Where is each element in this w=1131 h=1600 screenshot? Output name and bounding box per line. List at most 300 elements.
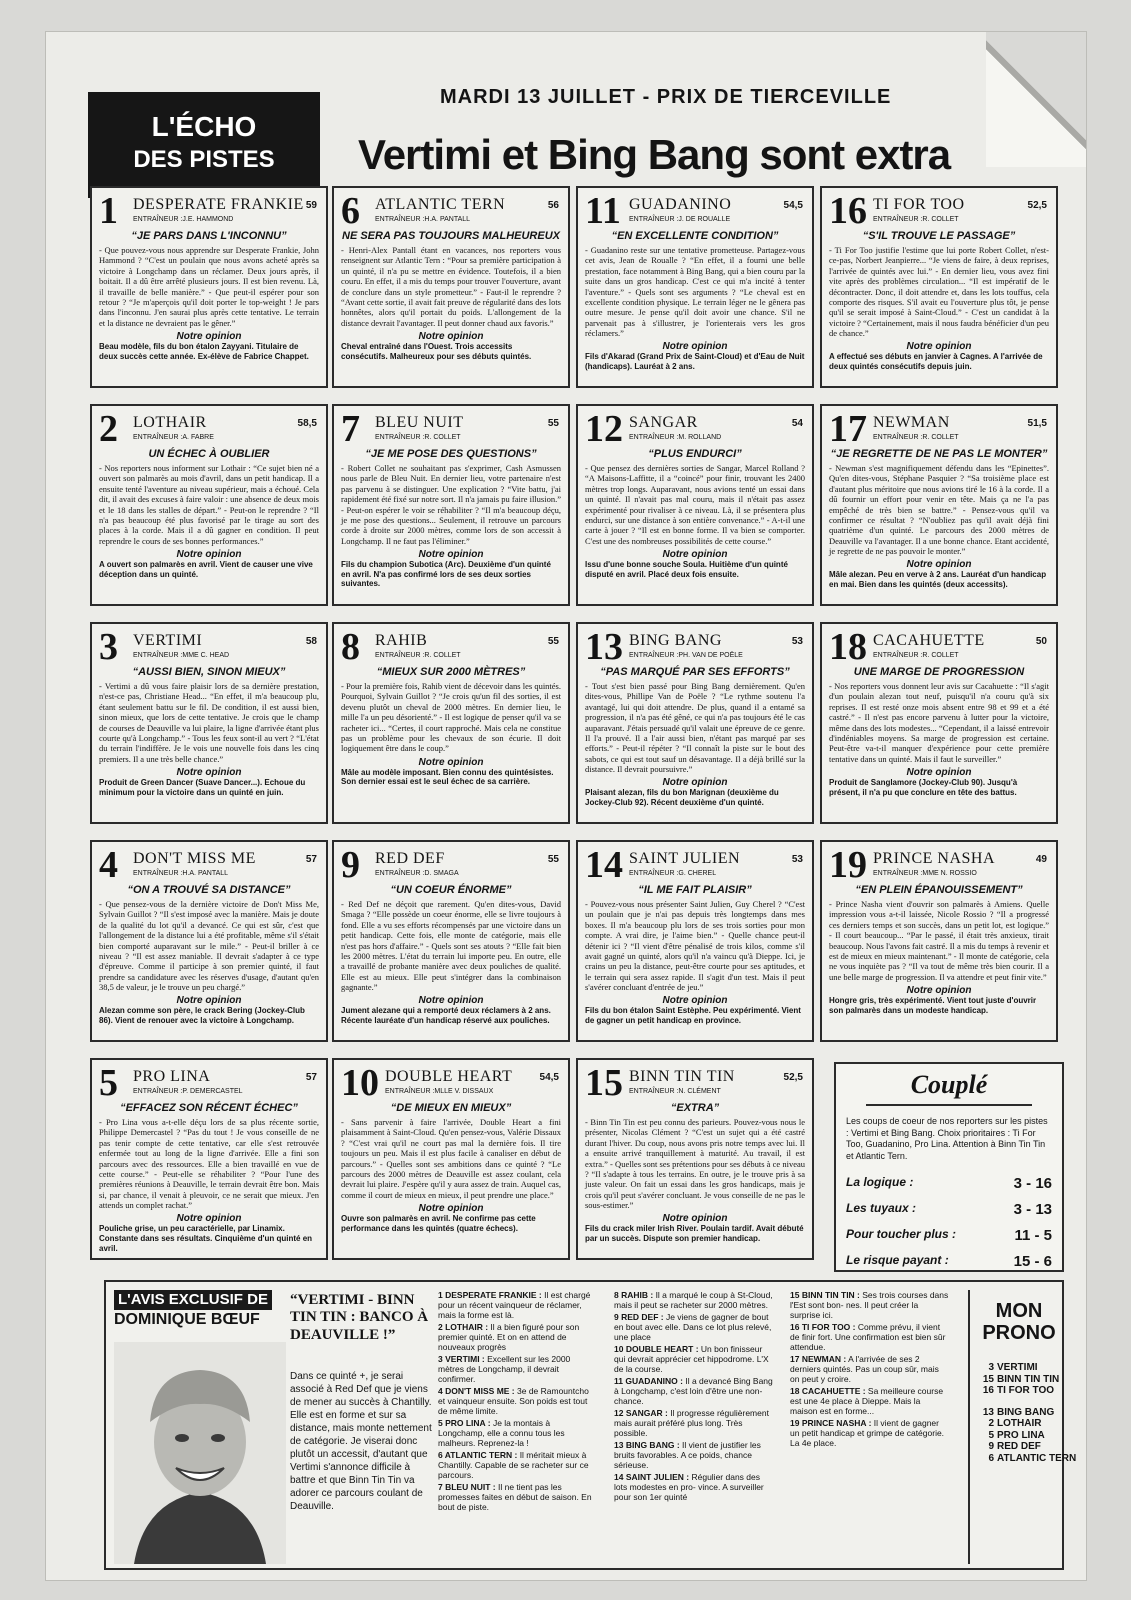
avis-text: Dans ce quinté +, je serai associé à Red Def que je viens de mener au succès à Chantilly. Elle est en forme et sur sa distance, mais monte nettement de catégorie. Je viserai donc plutôt un accessit, d'autant que Vertimi s'annonce difficile à battre et que Binn Tin Tin va adorer ce parcours coulant de Deauville. [290, 1371, 432, 1512]
card-header [585, 190, 805, 232]
section-title-line2: DES PISTES [133, 146, 275, 174]
horse-trainer: ENTRAÎNEUR :MLLE V. DISSAUX [385, 1088, 494, 1095]
comment-item [790, 1418, 950, 1448]
interview-text: - Nos reporters nous informent sur Lothair : “Ce sujet bien né a ouvert son palmarès au mois d'avril, dans un petit handicap. Il a ensuite tenté l'aventure au niveau supérieur, mais a échoué. Cela dit, il avait des excuses à faire valoir : une absence de deux mois et le 18 dans les stalles de départ.” - Peut-on le reprendre ? “Il n'a pas beaucoup été plus favorisé par le tirage au sort des places à la corde. Mais il a dû gagner en condition. Il peut reprendre le cours de ses bonnes performances.” [99, 463, 319, 546]
comment-text: Il vient de justifier les bruits favorables. A ce poids, chance sérieuse. [614, 1440, 761, 1471]
opinion-text: Issu d'une bonne souche Soula. Huitième d'un quinté disputé en avril. Placé deux fois ensuite. [585, 559, 788, 579]
horse-number: 19 [829, 844, 867, 886]
card-header [829, 408, 1049, 450]
horse-name: RAHIB [375, 632, 428, 649]
prono-number: 3 [988, 1362, 994, 1373]
prono-item [978, 1441, 1060, 1453]
prono-horse: BINN TIN TIN [997, 1373, 1060, 1385]
horse-card [332, 1058, 570, 1260]
prono-horse: LOTHAIR [997, 1418, 1042, 1429]
couple-row-value: 15 - 6 [1013, 1252, 1052, 1270]
horse-number: 1 [99, 190, 118, 232]
prono-number: 13 [982, 1406, 994, 1418]
horse-card [90, 622, 328, 824]
opinion-text: Pouliche grise, un peu caractérielle, par Linamix. Constante dans ses résultats. Cinquième d'un quinté en avril. [99, 1224, 313, 1253]
horse-name: PRINCE NASHA [873, 850, 996, 867]
opinion-label: Notre opinion [176, 766, 242, 778]
horse-trainer: ENTRAÎNEUR :H.A. PANTALL [375, 216, 471, 223]
comment-horse: 17 NEWMAN : [790, 1354, 847, 1365]
opinion-text: Beau modèle, fils du bon étalon Zayyani. Titulaire de deux succès cette année. Ex-élève de Fabrice Chappet. [99, 341, 309, 361]
horse-trainer: ENTRAÎNEUR :M. ROLLAND [629, 434, 722, 441]
interview-text: - Red Def ne déçoit que rarement. Qu'en dites-vous, David Smaga ? “Elle possède un coeur énorme, elle se livre toujours à fond. Elle a vu ses efforts récompensés par une victoire dans un petit handicap. Cette fois, elle monte de catégorie, mais elle n'est pas hors d'affaire.” - Quels sont ses atouts ? “Elle fait bien les 2000 mètres. L'état du terrain lui importe peu. En outre, elle a travaillé de probante manière avec deux pouliches de qualité. Elle est au mieux. Elle peut s'intégrer dans la combinaison gagnante.” [341, 899, 561, 992]
opinion-text: Mâle au modèle imposant. Bien connu des quintésistes. Son dernier essai est le seul échec de sa carrière. [341, 767, 554, 787]
horse-name: PRO LINA [133, 1068, 211, 1085]
horse-trainer: ENTRAÎNEUR :N. CLÉMENT [629, 1088, 721, 1095]
opinion-text: Fils d'Akarad (Grand Prix de Saint-Cloud) et d'Eau de Nuit (handicaps). Lauréat à 2 ans. [585, 352, 805, 371]
interview-text: - Tout s'est bien passé pour Bing Bang dernièrement. Qu'en dites-vous, Phillipe Van de Poële ? “Le rythme soutenu l'a avantagé, lui qui doit attendre. De plus, quand il a entamé sa progression, il n'a pas été gêné, ce qui n'a pas toujours été le cas auparavant. J'étais persuadé qu'il valait une épreuve de ce genre. Il l'a prouvé. Il a l'air aussi bien, n'étant pas marqué par ses efforts.” - Peut-il répéter ? “Il connaît la piste sur le bout des sabots, ce qui est tout sauf un désavantage. Il a déjà brillé sur la distance. Il devrait poursuivre.” [585, 681, 805, 774]
comment-item [438, 1418, 598, 1448]
mon-prono [968, 1290, 1077, 1564]
couple-row-label: Le risque payant : [846, 1252, 949, 1267]
comment-item [438, 1322, 598, 1352]
horse-name: SANGAR [629, 414, 698, 431]
couple-row-value: 3 - 16 [1013, 1174, 1052, 1192]
couple-row [846, 1175, 1052, 1192]
avis-title: “VERTIMI - BINN TIN TIN : BANCO À DEAUVILLE !” [290, 1292, 429, 1343]
opinion-text: Plaisant alezan, fils du bon Marignan (deuxième du Jockey-Club 92). Récent deuxième d'un quinté. [585, 788, 779, 807]
comment-horse: 9 RED DEF : [614, 1312, 664, 1323]
interview-text: - Ti For Too justifie l'estime que lui porte Robert Collet, n'est-ce-pas, Norbert Jeanpierre... “Je viens de faire, à deux reprises, l'arrivée de quintés avec lui.” - En dernier lieu, vous avez fini vite après des problèmes circulation... “Il est impératif de le décontracter. Donc, il doit attendre et, dans les lots touffus, cela comporte des risques. S'il avait eu l'ouverture plus tôt, je pense qu'il se serait imposé à Saint-Cloud.” - C'est un candidat à la victoire ? “Certainement, mais il nous faudra bénéficier d'un peu de chance.” [829, 245, 1049, 338]
comment-text: A l'arrivée de ses 2 derniers quintés. Pas un coup sûr, mais on peut y croire. [790, 1354, 939, 1385]
horse-card [90, 186, 328, 388]
comment-horse: 10 DOUBLE HEART : [614, 1344, 699, 1355]
comment-text: Régulier dans des lots modestes en pro- vince. A surveiller pour son 1er quinté [614, 1472, 764, 1503]
horse-weight: 50 [1035, 636, 1047, 647]
opinion-label: Notre opinion [418, 995, 484, 1007]
jockey-portrait [114, 1342, 286, 1564]
interview-text: - Que pensez des dernières sorties de Sangar, Marcel Rolland ? “A Maisons-Laffitte, il a “coincé” pour finir, trouvant les 2400 mètres trop longs. Auparavant, nous avions tenté un essai dans un quinté. Il n'avait pas mal couru, mais il n'était pas assez expérimenté pour rivaliser à ce niveau. Là, il se présentera plus endurci, sur une distance à son entière convenance.” - A-t-il une carte à jouer ? “Il est en bonne forme. Il va bien se comporter. C'est une des nombreuses possibilités de cette course.” [585, 463, 805, 546]
opinion-text: Alezan comme son père, le crack Bering (Jockey-Club 86). Vient de renouer avec la victoire à Longchamp. [99, 1006, 305, 1025]
horse-trainer: ENTRAÎNEUR :R. COLLET [375, 652, 461, 659]
prono-title-line2: PRONO [982, 1322, 1056, 1344]
comment-text: Il ne tient pas les promesses faites en début de saison. En bout de piste. [438, 1482, 592, 1513]
horse-weight: 54 [791, 418, 803, 429]
interview-quote: “JE ME POSE DES QUESTIONS” [365, 448, 537, 460]
comment-horse: 19 PRINCE NASHA : [790, 1418, 872, 1429]
interview-text: - Que pouvez-vous nous apprendre sur Desperate Frankie, John Hammond ? “C'est un poulain que nous avons acheté après sa victoire à Longchamp dans un réclamer. Deux jours après, il boitait. Il a dû être arrêté plusieurs jours. Il est bien revenu. Là, il travaille de belle manière.” - Que peut-il espérer pour son retour ? “Je m'aperçois qu'il doit porter le top-weight ! Je pars dans l'inconnu. J'en saurai plus après cette tentative. Le terrain et la distance ne devraient pas le gêner.” [99, 245, 319, 328]
opinion-text: A effectué ses débuts en janvier à Cagnes. A l'arrivée de deux quintés consécutifs depuis juin. [829, 352, 1043, 371]
opinion-label: Notre opinion [418, 548, 484, 560]
comment-item [614, 1376, 774, 1406]
comment-horse: 16 TI FOR TOO : [790, 1322, 856, 1333]
comment-item [438, 1290, 598, 1320]
prono-number: 16 [982, 1385, 994, 1396]
opinion-text: Produit de Green Dancer (Suave Dancer...). Echoue du minimum pour la victoire dans un quinté en juin. [99, 777, 306, 797]
card-header [99, 1062, 319, 1104]
prono-item [978, 1362, 1060, 1374]
opinion-label: Notre opinion [662, 341, 728, 353]
comment-item [614, 1344, 774, 1374]
interview-quote: “PLUS ENDURCI” [648, 448, 742, 460]
horse-trainer: ENTRAÎNEUR :J.E. HAMMOND [133, 216, 234, 223]
horse-weight: 49 [1035, 854, 1047, 865]
opinion-label: Notre opinion [418, 330, 484, 342]
horse-card [820, 840, 1058, 1042]
interview-quote: NE SERA PAS TOUJOURS MALHEUREUX [342, 230, 560, 242]
horse-number: 7 [341, 408, 360, 450]
horse-weight: 53 [791, 854, 803, 865]
prono-item [978, 1430, 1060, 1442]
opinion-text: Mâle alezan. Peu en verve à 2 ans. Lauréat d'un handicap en mai. Bien dans les quintés (deux accessits). [829, 570, 1047, 589]
interview-text: - Prince Nasha vient d'ouvrir son palmarès à Amiens. Quelle impression vous a-t-il laissée, Nicole Rossio ? “Il a progressé ces derniers temps et son succès, dans un petit lot, est logique.” - Il court beaucoup... “Par le passé, il était très anxieux, tirait beaucoup. Nous l'avons fait castré. Il a mis du temps à revenir et est de mieux en mieux maintenant.” - Il monte de catégorie, cela ne vous inquiète pas ? “Il va tout de même très bien courir. Il a une belle marge de progression. Il va attendre et peut finir vite.” [829, 899, 1049, 982]
comment-item [438, 1386, 598, 1416]
comment-text: Il a bien figuré pour son premier quinté. Et on en attend de nouveaux progrès [438, 1322, 580, 1353]
card-header [341, 844, 561, 886]
opinion-text: Fils du bon étalon Saint Estèphe. Peu expérimenté. Vient de gagner un petit handicap en province. [585, 1006, 801, 1025]
horse-trainer: ENTRAÎNEUR :P. DEMERCASTEL [133, 1088, 243, 1095]
horse-card [332, 404, 570, 606]
opinion-label: Notre opinion [662, 1213, 728, 1225]
opinion-label: Notre opinion [906, 559, 972, 571]
card-header [99, 408, 319, 450]
couple-row-label: La logique : [846, 1174, 914, 1189]
interview-quote: “JE PARS DANS L'INCONNU” [131, 230, 287, 242]
comment-text: Sa meilleure course est une 4e place à Dieppe. Mais la maison est en forme... [790, 1386, 944, 1417]
couple-row-value: 11 - 5 [1014, 1226, 1052, 1244]
horse-card [332, 186, 570, 388]
prono-title-line1: MON [995, 1300, 1043, 1322]
horse-name: BINN TIN TIN [629, 1068, 735, 1085]
comment-item [790, 1386, 950, 1416]
opinion-label: Notre opinion [662, 995, 728, 1007]
interview-quote: UNE MARGE DE PROGRESSION [853, 666, 1025, 678]
horse-weight: 56 [547, 200, 559, 211]
interview-text: - Vertimi a dû vous faire plaisir lors de sa dernière prestation, n'est-ce pas, Christiane Head... “En effet, il m'a beaucoup plu, étant seulement battu sur le fil. De condition, il est aussi bien, sinon mieux, que lors de cette tentative. Je crois que le champ de courses de Deauville va lui plaire, la ligne d'arrivée étant plus courte qu'à Longchamp.” - Tous les feux sont-il au vert ? “L'état du terrain l'indiffère. Je le vois une nouvelle fois dans les cinq premiers. Il a une très belle chance.” [99, 681, 319, 764]
dateline: MARDI 13 JUILLET - PRIX DE TIERCEVILLE [440, 86, 892, 108]
comments-column-2 [614, 1290, 774, 1504]
horse-name: ATLANTIC TERN [375, 196, 506, 213]
horse-weight: 54,5 [783, 200, 803, 211]
horse-weight: 55 [547, 636, 559, 647]
horse-name: BLEU NUIT [375, 414, 464, 431]
card-header [585, 844, 805, 886]
opinion-label: Notre opinion [906, 766, 972, 778]
horse-weight: 57 [305, 1072, 317, 1083]
comment-text: Il est chargé pour un récent vainqueur de réclamer, mais la forme est là. [438, 1290, 591, 1321]
horse-trainer: ENTRAÎNEUR :R. COLLET [873, 434, 959, 441]
horse-card [820, 404, 1058, 606]
horse-name: DESPERATE FRANKIE [133, 196, 304, 213]
horse-trainer: ENTRAÎNEUR :J. DE ROUALLE [629, 216, 731, 223]
interview-quote: “EN EXCELLENTE CONDITION” [611, 230, 779, 242]
prono-horse: RED DEF [997, 1441, 1041, 1452]
comment-item [614, 1472, 774, 1502]
horse-trainer: ENTRAÎNEUR :PH. VAN DE POËLE [629, 652, 743, 659]
horse-card [576, 186, 814, 388]
couple-title: Couplé [866, 1070, 1032, 1106]
horse-trainer: ENTRAÎNEUR :A. FABRE [133, 434, 214, 441]
prono-number: 15 [982, 1373, 994, 1385]
interview-text: - Robert Collet ne souhaitant pas s'exprimer, Cash Asmussen nous parle de Bleu Nuit. En dernier lieu, votre partenaire n'est pas parvenu à se distinguer. Une explication ? “Vite battu, j'ai rapidement été fixé sur notre sort. Il n'a jamais pu faire illusion.” - Peut-on espérer le voir se réhabiliter ? “Il m'a beaucoup déçu, je me pose des questions... Seulement, il retrouve un parcours corde à droite sur 2000 mètres, comme lors de son accessit à Longchamp. Il ne faut pas l'éliminer.” [341, 463, 561, 546]
card-header [829, 844, 1049, 886]
card-header [341, 1062, 561, 1104]
comment-text: Excellent sur les 2000 mètres de Longchamp, il devrait confirmer. [438, 1354, 571, 1385]
horse-number: 11 [585, 190, 621, 232]
interview-quote: “PAS MARQUÉ PAR SES EFFORTS” [600, 666, 790, 678]
interview-quote: “EXTRA” [670, 1102, 720, 1114]
opinion-text: Fils du crack miler Irish River. Poulain tardif. Avait débuté par un succès. Dispute son premier handicap. [585, 1224, 804, 1243]
prono-number: 5 [988, 1429, 994, 1441]
horse-trainer: ENTRAÎNEUR :MME N. ROSSIO [873, 870, 977, 877]
comments-column-3 [790, 1290, 950, 1450]
avis-label-line2: DOMINIQUE BŒUF [114, 1310, 260, 1328]
comment-item [614, 1440, 774, 1470]
prono-item [978, 1407, 1060, 1419]
prono-title [978, 1300, 1060, 1344]
section-banner [88, 92, 320, 198]
horse-name: NEWMAN [873, 414, 950, 431]
interview-text: - Que pensez-vous de la dernière victoire de Don't Miss Me, Sylvain Guillot ? “Il s'est imposé avec la manière. Mais je doute de la qualité du lot qu'il a devancé. Ce qui est sûr, c'est que l'allongement de la distance lui a été profitable, même s'il s'était bien comporté auparavant sur le mile.” - Peut-il briller à ce niveau ? “Il est assez maniable. Il devrait s'adapter à ce type d'épreuve. Comme il participe à son premier quinté, il faut prendre sa candidature avec les réserves d'usage, d'autant qu'en 38,5 de valeur, je le trouve un peu chargé.” [99, 899, 319, 992]
opinion-label: Notre opinion [906, 984, 972, 996]
comment-item [438, 1482, 598, 1512]
horse-card [820, 622, 1058, 824]
comment-text: Il méritait mieux à Chantilly. Capable de se racheter sur ce parcours. [438, 1450, 589, 1481]
interview-text: - Newman s'est magnifiquement défendu dans les “Epinettes”. Qu'en dites-vous, Stéphane Pasquier ? “Sa troisième place est d'autant plus méritoire que nous avions tiré le 16 à la corde. Il a dû fournir un effort pour venir en tête. Mais ça ne l'a pas empêché de très bien se battre.” - Pensez-vous qu'il va confirmer ce résultat ? “N'oubliez pas qu'il avait déjà fini quatrième d'un quinté. Le parcours des 2000 mètres de Deauville va l'avantager. Il a une bonne chance. Etant accidenté, je regrette de ne pas pouvoir le monter.” [829, 463, 1049, 556]
prono-horse: BING BANG [997, 1406, 1055, 1418]
card-header [341, 408, 561, 450]
comment-horse: 5 PRO LINA : [438, 1418, 491, 1429]
horse-trainer: ENTRAÎNEUR :R. COLLET [375, 434, 461, 441]
horse-name: DON'T MISS ME [133, 850, 256, 867]
card-header [341, 190, 561, 232]
horse-number: 3 [99, 626, 118, 668]
horse-card [820, 186, 1058, 388]
prono-rest-list [978, 1406, 1077, 1465]
opinion-text: Produit de Sanglamore (Jockey-Club 90). Jusqu'à présent, il n'a pu que conclure en tête des battus. [829, 777, 1018, 797]
card-header [829, 190, 1049, 232]
horse-weight: 58,5 [297, 418, 317, 429]
opinion-label: Notre opinion [418, 1202, 484, 1214]
interview-quote: “JE REGRETTE DE NE PAS LE MONTER” [830, 448, 1048, 460]
comment-item [438, 1354, 598, 1384]
opinion-label: Notre opinion [906, 341, 972, 353]
couple-row [846, 1253, 1052, 1270]
comment-horse: 12 SANGAR : [614, 1408, 668, 1419]
prono-number: 6 [988, 1452, 994, 1464]
horse-card [90, 404, 328, 606]
couple-intro: Les coups de coeur de nos reporters sur les pistes : Vertimi et Bing Bang. Choix prioritaires : Ti For Too, Guadanino, Pro Lina. Attention à Binn Tin Tin et Atlantic Tern. [846, 1116, 1048, 1162]
horse-number: 16 [829, 190, 867, 232]
horse-trainer: ENTRAÎNEUR :D. SMAGA [375, 870, 459, 877]
prono-item [978, 1385, 1060, 1397]
comment-text: 3e de Ramountcho et vainqueur ensuite. Son poids est tout de même limite. [438, 1386, 589, 1417]
opinion-label: Notre opinion [662, 548, 728, 560]
horse-trainer: ENTRAÎNEUR :MME C. HEAD [133, 652, 230, 659]
comment-text: Comme prévu, il vient de finir fort. Une confirmation est bien sûr attendue. [790, 1322, 946, 1353]
horse-number: 15 [585, 1062, 623, 1104]
horse-weight: 58 [305, 636, 317, 647]
horse-name: SAINT JULIEN [629, 850, 741, 867]
horse-weight: 52,5 [1027, 200, 1047, 211]
horse-card [576, 840, 814, 1042]
prono-item [978, 1452, 1077, 1465]
comments-column-1 [438, 1290, 598, 1514]
comment-text: Il a marqué le coup à St-Cloud, mais il peut se racheter sur 2000 mètres. [614, 1290, 773, 1311]
interview-quote: “EFFACEZ SON RÉCENT ÉCHEC” [120, 1102, 298, 1114]
prono-horse: VERTIMI [997, 1362, 1038, 1373]
horse-card [332, 840, 570, 1042]
horse-card [90, 1058, 328, 1260]
horse-card [576, 622, 814, 824]
horse-number: 14 [585, 844, 623, 886]
horse-card [576, 404, 814, 606]
horse-name: DOUBLE HEART [385, 1068, 513, 1085]
horse-name: LOTHAIR [133, 414, 207, 431]
horse-number: 2 [99, 408, 118, 450]
comment-horse: 11 GUADANINO : [614, 1376, 683, 1387]
comment-horse: 4 DON'T MISS ME : [438, 1386, 515, 1397]
expert-section [104, 1280, 1077, 1570]
card-header [341, 626, 561, 668]
horse-name: GUADANINO [629, 196, 732, 213]
section-title-line1: L'ÉCHO [151, 111, 257, 142]
comment-horse: 6 ATLANTIC TERN : [438, 1450, 518, 1461]
prono-horse: TI FOR TOO [997, 1385, 1055, 1396]
prono-item [978, 1418, 1060, 1430]
interview-text: - Pouvez-vous nous présenter Saint Julien, Guy Cherel ? “C'est un poulain que je n'ai pas depuis très longtemps dans mes boxes. Il m'a beaucoup plu lors de ses trois sorties pour mon compte. A vrai dire, je l'aime bien.” - Quelle chance peut-il détenir ici ? “Il vient d'être pénalisé de trois kilos, comme s'il avait gagné un quinté, alors qu'il n'a vaincu qu'à Dieppe. Ici, je crains un peu la distance, peut-être courte pour ses aptitudes, et le terrain qui sera assez rapide. Il s'agit d'un test. Mais il peut s'avérer concluant d'entrée de jeu.” [585, 899, 805, 992]
couple-row-label: Pour toucher plus : [846, 1226, 957, 1241]
interview-quote: UN ÉCHEC À OUBLIER [148, 448, 270, 460]
comment-text: Je viens de gagner de bout en bout avec elle. Dans ce lot plus relevé, une place [614, 1312, 772, 1343]
horse-weight: 57 [305, 854, 317, 865]
card-header [99, 626, 319, 668]
horse-card [576, 1058, 814, 1260]
opinion-text: Cheval entraîné dans l'Ouest. Trois accessits consécutifs. Malheureux pour ses débuts quintés. [341, 341, 532, 361]
interview-quote: “DE MIEUX EN MIEUX” [390, 1102, 512, 1114]
horse-weight: 54,5 [539, 1072, 559, 1083]
opinion-label: Notre opinion [176, 330, 242, 342]
horse-number: 6 [341, 190, 360, 232]
horse-trainer: ENTRAÎNEUR :R. COLLET [873, 216, 959, 223]
horse-trainer: ENTRAÎNEUR :G. CHEREL [629, 870, 717, 877]
avis-label-line1: L'AVIS EXCLUSIF DE [114, 1290, 272, 1310]
avis-label [114, 1290, 284, 1329]
opinion-label: Notre opinion [176, 1213, 242, 1225]
comment-item [790, 1322, 950, 1352]
card-header [585, 1062, 805, 1104]
comment-item [438, 1450, 598, 1480]
comment-item [790, 1354, 950, 1384]
interview-quote: “ON A TROUVÉ SA DISTANCE” [127, 884, 291, 896]
couple-rows [846, 1175, 1052, 1270]
horse-trainer: ENTRAÎNEUR :H.A. PANTALL [133, 870, 229, 877]
horse-weight: 55 [547, 418, 559, 429]
horse-weight: 51,5 [1027, 418, 1047, 429]
opinion-label: Notre opinion [176, 995, 242, 1007]
horse-number: 13 [585, 626, 623, 668]
horse-trainer: ENTRAÎNEUR :R. COLLET [873, 652, 959, 659]
comment-item [790, 1290, 950, 1320]
horse-number: 8 [341, 626, 360, 668]
comment-text: Ses trois courses dans l'Est sont bon- nes. Il peut créer la surprise ici. [790, 1290, 949, 1321]
page-corner-fold [986, 32, 1086, 167]
prono-number: 9 [988, 1441, 994, 1452]
prono-horse: ATLANTIC TERN [997, 1452, 1077, 1464]
opinion-label: Notre opinion [418, 756, 484, 768]
interview-text: - Binn Tin Tin est peu connu des parieurs. Pouvez-vous nous le présenter, Nicolas Clément ? “C'est un sujet qui a été castré durant l'hiver. Du coup, nous avons pris notre temps avec lui. Il a ensuite arrivé tranquillement à maturité. Au travail, il est extra.” - Quelles sont ses prétentions pour ses débuts à ce niveau ? “Il s'adapte à tous les terrains. En outre, je le trouve pris à sa juste valeur. On fait un essai dans les gros handicaps, mais je crois qu'il peut s'avérer concluant. Je vous conseille de ne pas le sous-estimer.” [585, 1117, 805, 1210]
interview-text: - Guadanino reste sur une tentative prometteuse. Partagez-vous cet avis, Jean de Roualle ? “En effet, il a fourni une belle prestation, face notamment à Bing Bang, qui a bien couru par la suite dans un gros handicap. C'est ce qui m'a incité à tenter l'aventure.” - Quels sont ses arguments ? “Le cheval est en excellente condition physique. Le terrain léger ne le gênera pas outre mesure. Je pense qu'il doit avoir une chance. S'il ne parvenait pas à s'illustrer, je l'orienterais vers les gros réclamers.” [585, 245, 805, 338]
comment-item [614, 1290, 774, 1310]
horse-weight: 53 [791, 636, 803, 647]
opinion-text: Hongre gris, très expérimenté. Vient tout juste d'ouvrir son palmarès dans un modeste handicap. [829, 995, 1037, 1015]
horse-weight: 59 [305, 200, 317, 211]
opinion-text: Fils du champion Subotica (Arc). Deuxième d'un quinté en avril. N'a pas confirmé lors de ses deux sorties suivantes. [341, 559, 551, 589]
comment-horse: 8 RAHIB : [614, 1290, 654, 1300]
comment-horse: 13 BING BANG : [614, 1440, 680, 1451]
couple-row-value: 3 - 13 [1013, 1200, 1052, 1218]
prono-item [978, 1374, 1060, 1386]
comment-horse: 14 SAINT JULIEN : [614, 1472, 690, 1483]
horse-number: 18 [829, 626, 867, 668]
horse-number: 12 [585, 408, 623, 450]
horse-number: 17 [829, 408, 867, 450]
horse-card [90, 840, 328, 1042]
prono-number: 2 [988, 1418, 994, 1429]
comment-item [614, 1408, 774, 1438]
horse-name: TI FOR TOO [873, 196, 965, 213]
newspaper-page [46, 32, 1086, 1580]
comment-horse: 3 VERTIMI : [438, 1354, 485, 1365]
comment-text: Il progresse régulièrement mais aurait préféré plus long. Très possible. [614, 1408, 769, 1439]
comment-item [614, 1312, 774, 1342]
headline: Vertimi et Bing Bang sont extra [358, 131, 951, 178]
card-header [99, 844, 319, 886]
interview-quote: “UN COEUR ÉNORME” [390, 884, 512, 896]
opinion-label: Notre opinion [662, 777, 728, 789]
opinion-text: Jument alezane qui a remporté deux réclamers à 2 ans. Récente lauréate d'un handicap réservé aux pouliches. [341, 1006, 551, 1025]
horse-weight: 52,5 [783, 1072, 803, 1083]
couple-row-label: Les tuyaux : [846, 1200, 917, 1215]
interview-quote: “EN PLEIN ÉPANOUISSEMENT” [855, 884, 1023, 896]
comment-text: Il a devancé Bing Bang à Longchamp, c'est loin d'être une non-chance. [614, 1376, 773, 1407]
horse-weight: 55 [547, 854, 559, 865]
opinion-text: A ouvert son palmarès en avril. Vient de causer une vive déception dans un quinté. [99, 559, 313, 579]
opinion-text: Ouvre son palmarès en avril. Ne confirme pas cette performance dans les quintés (quatre échecs). [341, 1213, 536, 1233]
interview-text: - Pour la première fois, Rahib vient de décevoir dans les quintés. Pourquoi, Sylvain Guillot ? “Je crois qu'un fil des sorties, il est devenu plutôt un cheval de 2000 mètres. En dernier lieu, le mille l'a un peu désorienté.” - Il est logique de penser qu'il va se racheter ici... “Certes, il court rapproché. Mais cela ne constitue pas un problème pour les chevaux de son écurie. Il doit logiquement être dans le coup.” [341, 681, 561, 754]
horse-name: RED DEF [375, 850, 445, 867]
comment-horse: 1 DESPERATE FRANKIE : [438, 1290, 542, 1300]
horse-number: 4 [99, 844, 118, 886]
horse-number: 5 [99, 1062, 118, 1104]
horse-number: 9 [341, 844, 360, 886]
comment-horse: 15 BINN TIN TIN : [790, 1290, 860, 1300]
prono-top-list [978, 1362, 1060, 1397]
interview-text: - Sans parvenir à faire l'arrivée, Double Heart a fini plaisamment à Saint-Cloud. Qu'en pensez-vous, Valérie Dissaux ? “C'est vrai qu'il ne court pas mal la dernière fois. Il tire toujours un peu. Mais il est plus facile à canaliser en début de parcours.” - Quelles sont ses ambitions dans ce quinté ? “Le parcours des 2000 mètres de Deauville est assez coulant, cela devrait lui plaire. J'espère qu'il y aura assez de train. Auquel cas, comme il court de mieux en mieux, il peut prendre une place.” [341, 1117, 561, 1200]
comment-text: Il vient de gagner un petit handicap et grimpe de catégorie. La 4e place. [790, 1418, 945, 1449]
couple-row [846, 1201, 1052, 1218]
prono-horse: PRO LINA [997, 1429, 1045, 1441]
comment-horse: 7 BLEU NUIT : [438, 1482, 496, 1493]
horse-name: CACAHUETTE [873, 632, 985, 649]
opinion-label: Notre opinion [176, 548, 242, 560]
horse-name: BING BANG [629, 632, 722, 649]
comment-text: Un bon finisseur qui devrait apprécier cet hippodrome. L'X de la course. [614, 1344, 769, 1375]
interview-text: - Henri-Alex Pantall étant en vacances, nos reporters vous renseignent sur Atlantic Tern : “Pour sa première participation à un quinté, il n'a pu se mettre en évidence. Toutefois, il a bien couru. En effet, il a mis du temps pour trouver l'ouverture, avant de conclure dans un style prometteur.” - Faut-il le reprendre ? “Avant cette sortie, il avait fait preuve de régularité dans des lots honnêtes, alors qu'il portait du poids. L'allongement de la distance devrait l'avantager. Il peut donner chaud aux favoris.” [341, 245, 561, 328]
interview-quote: “AUSSI BIEN, SINON MIEUX” [132, 666, 286, 678]
card-header [585, 626, 805, 668]
interview-quote: “MIEUX SUR 2000 MÈTRES” [376, 666, 526, 678]
card-header [829, 626, 1049, 668]
interview-quote: “IL ME FAIT PLAISIR” [638, 884, 752, 896]
couple-row [846, 1227, 1052, 1244]
horse-card [332, 622, 570, 824]
interview-quote: “S'IL TROUVE LE PASSAGE” [862, 230, 1016, 242]
